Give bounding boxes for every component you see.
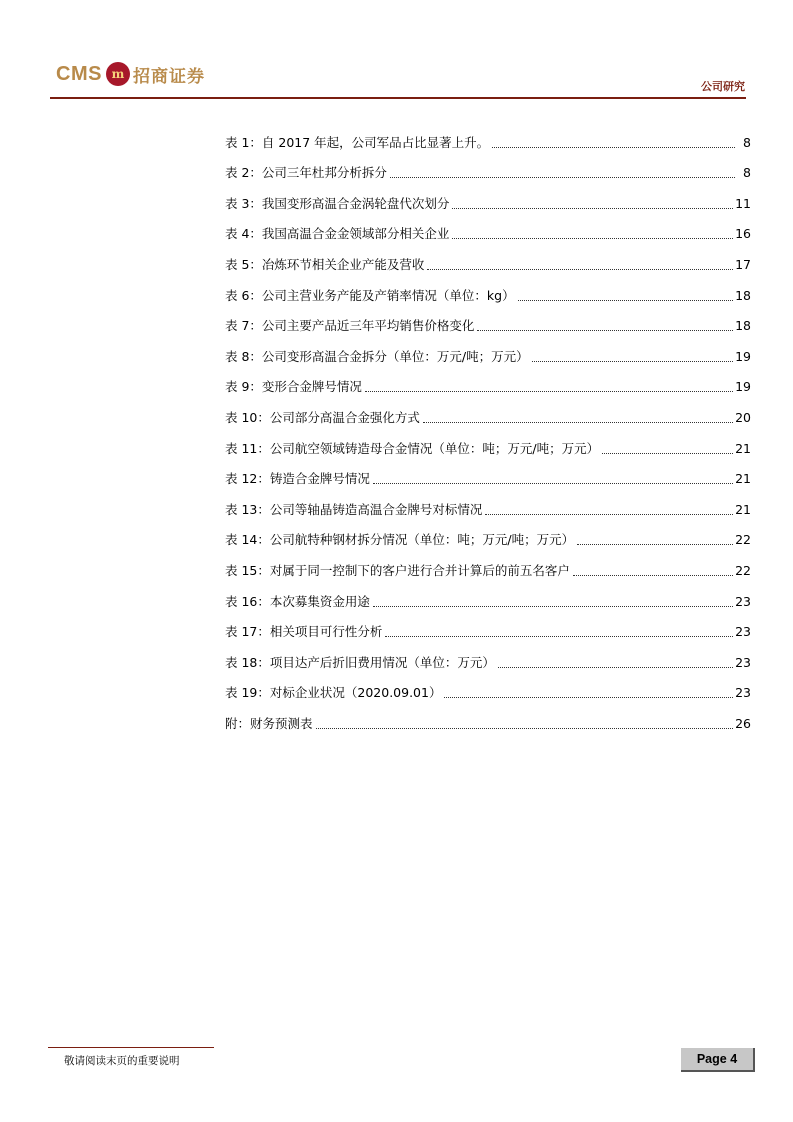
toc-dot-leader	[477, 329, 733, 331]
toc-entry[interactable]	[225, 334, 751, 365]
toc-entry-label: 附：财务预测表	[225, 715, 313, 731]
toc-entry-page: 18	[735, 318, 751, 334]
toc-entry[interactable]	[225, 426, 751, 457]
cms-logo	[56, 58, 205, 90]
toc-entry-label: 表 9：变形合金牌号情况	[225, 379, 362, 395]
toc-entry-page: 23	[735, 654, 751, 670]
toc-entry[interactable]	[225, 365, 751, 396]
header-divider	[50, 97, 746, 99]
toc-entry-label: 表 15：对属于同一控制下的客户进行合并计算后的前五名客户	[225, 562, 570, 578]
toc-entry-page: 19	[735, 379, 751, 395]
toc-entry[interactable]	[225, 242, 751, 273]
toc-entry[interactable]	[225, 151, 751, 182]
toc-dot-leader	[385, 635, 733, 637]
toc-entry-label: 表 3：我国变形高温合金涡轮盘代次划分	[225, 195, 450, 211]
page-header	[0, 0, 793, 100]
toc-dot-leader	[498, 666, 733, 668]
toc-entry[interactable]	[225, 181, 751, 212]
toc-dot-leader	[365, 390, 733, 392]
table-of-contents	[225, 120, 751, 732]
toc-entry[interactable]	[225, 701, 751, 732]
toc-entry-label: 表 14：公司航特种钢材拆分情况（单位：吨；万元/吨；万元）	[225, 532, 575, 548]
toc-entry[interactable]	[225, 610, 751, 641]
toc-entry-label: 表 19：对标企业状况（2020.09.01）	[225, 685, 442, 701]
toc-dot-leader	[444, 696, 733, 698]
logo-cms-text: CMS	[56, 62, 102, 85]
footer-divider	[48, 1047, 214, 1048]
toc-entry-label: 表 18：项目达产后折旧费用情况（单位：万元）	[225, 654, 495, 670]
toc-entry-label: 表 16：本次募集资金用途	[225, 593, 370, 609]
toc-entry-label: 表 13：公司等轴晶铸造高温合金牌号对标情况	[225, 501, 483, 517]
page-number-badge: Page 4	[681, 1048, 755, 1072]
toc-entry[interactable]	[225, 457, 751, 488]
toc-entry[interactable]	[225, 671, 751, 702]
toc-entry-page: 22	[735, 562, 751, 578]
toc-entry-page: 16	[735, 226, 751, 242]
toc-entry-page: 8	[743, 165, 751, 181]
toc-entry[interactable]	[225, 487, 751, 518]
toc-dot-leader	[316, 727, 734, 729]
toc-entry[interactable]	[225, 273, 751, 304]
toc-entry[interactable]	[225, 640, 751, 671]
toc-entry-label: 表 10：公司部分高温合金强化方式	[225, 409, 420, 425]
toc-entry-page: 21	[735, 440, 751, 456]
toc-dot-leader	[452, 237, 733, 239]
toc-dot-leader	[423, 421, 733, 423]
toc-entry-label: 表 5：冶炼环节相关企业产能及营收	[225, 256, 425, 272]
toc-entry-page: 8	[743, 134, 751, 150]
toc-entry[interactable]	[225, 579, 751, 610]
toc-entry[interactable]	[225, 304, 751, 335]
toc-entry-label: 表 2：公司三年杜邦分析拆分	[225, 165, 387, 181]
toc-entry-label: 表 4：我国高温合金金领域部分相关企业	[225, 226, 450, 242]
toc-entry-page: 21	[735, 501, 751, 517]
toc-entry-page: 17	[735, 256, 751, 272]
toc-entry-page: 26	[735, 715, 751, 731]
toc-entry-label: 表 11：公司航空领域铸造母合金情况（单位：吨；万元/吨；万元）	[225, 440, 600, 456]
toc-dot-leader	[532, 360, 733, 362]
toc-dot-leader	[390, 176, 735, 178]
toc-entry-label: 表 6：公司主营业务产能及产销率情况（单位：kg）	[225, 287, 515, 303]
toc-entry-label: 表 17：相关项目可行性分析	[225, 624, 383, 640]
toc-dot-leader	[485, 513, 733, 515]
toc-dot-leader	[573, 574, 733, 576]
toc-entry-label: 表 7：公司主要产品近三年平均销售价格变化	[225, 318, 475, 334]
toc-entry-page: 19	[735, 348, 751, 364]
toc-entry-page: 23	[735, 593, 751, 609]
toc-entry-label: 表 1：自 2017 年起，公司军品占比显著上升。	[225, 134, 490, 150]
toc-entry-page: 22	[735, 532, 751, 548]
toc-entry-label: 表 12：铸造合金牌号情况	[225, 471, 370, 487]
toc-entry-page: 23	[735, 624, 751, 640]
toc-dot-leader	[452, 207, 733, 209]
toc-dot-leader	[427, 268, 733, 270]
toc-entry[interactable]	[225, 548, 751, 579]
toc-dot-leader	[518, 299, 733, 301]
toc-entry[interactable]	[225, 120, 751, 151]
logo-chinese-text: 招商证券	[132, 66, 205, 87]
toc-entry-page: 21	[735, 471, 751, 487]
toc-entry-page: 18	[735, 287, 751, 303]
toc-entry[interactable]	[225, 212, 751, 243]
toc-dot-leader	[373, 605, 733, 607]
logo-emblem-icon: m	[106, 62, 130, 86]
toc-dot-leader	[577, 543, 733, 545]
toc-entry-page: 20	[735, 409, 751, 425]
toc-dot-leader	[373, 482, 733, 484]
toc-entry[interactable]	[225, 518, 751, 549]
toc-entry-page: 11	[735, 195, 751, 211]
toc-entry-page: 23	[735, 685, 751, 701]
disclaimer-note: 敬请阅读末页的重要说明	[64, 1055, 180, 1067]
toc-entry[interactable]	[225, 395, 751, 426]
report-type-label: 公司研究	[701, 80, 745, 93]
toc-entry-label: 表 8：公司变形高温合金拆分（单位：万元/吨；万元）	[225, 348, 529, 364]
toc-dot-leader	[602, 452, 733, 454]
toc-dot-leader	[492, 146, 735, 148]
